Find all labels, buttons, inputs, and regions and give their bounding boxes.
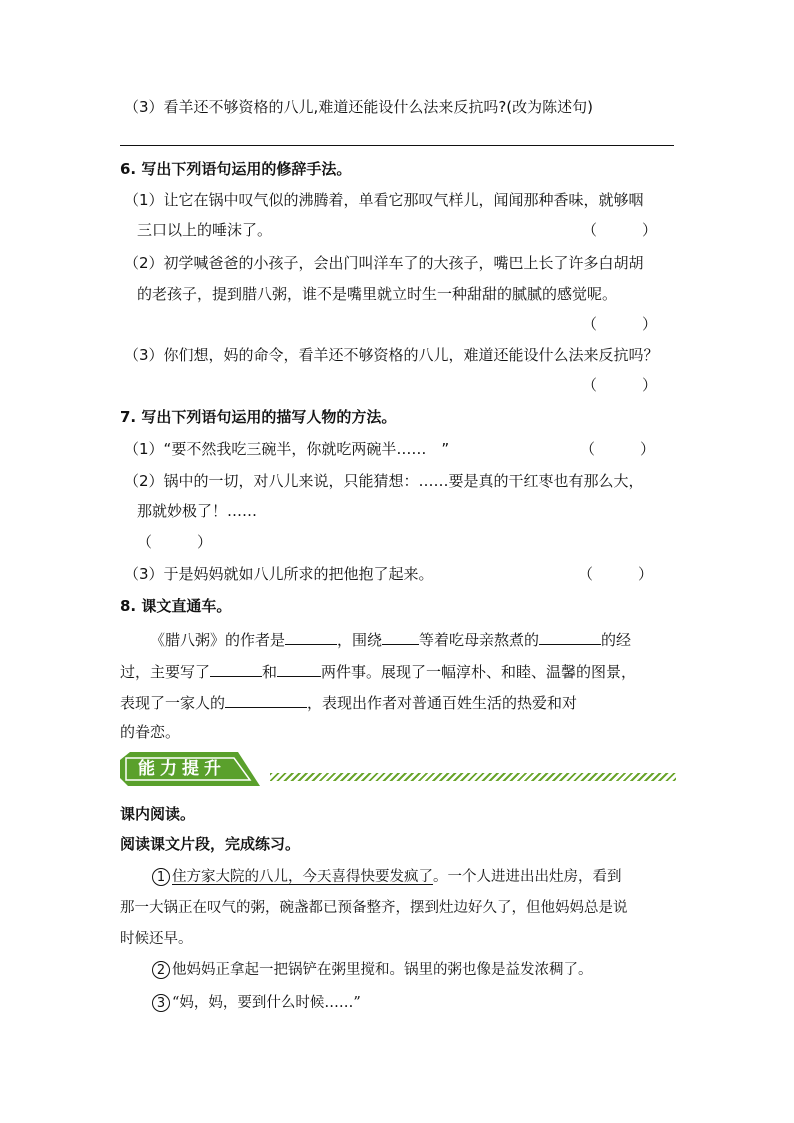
- reading-paragraph-1-line-2: 那一大锅正在叹气的粥，碗盏都已预备整齐，摆到灶边好久了，但他妈妈总是说: [120, 900, 628, 916]
- q8-line-1: [150, 627, 631, 651]
- q8-text: ，围绕: [337, 631, 383, 649]
- blank-dish[interactable]: [539, 627, 601, 645]
- q6-item-3: （3）你们想，妈的命令，看羊还不够资格的八儿，难道还能设什么法来反抗吗？: [124, 346, 659, 364]
- subsection-title-1: 课内阅读。: [120, 805, 196, 823]
- blank-event-1[interactable]: [210, 659, 262, 677]
- q8-line-4: 的眷恋。: [120, 723, 181, 741]
- q7-item-1-answer[interactable]: （ ）: [580, 440, 656, 458]
- q8-text: 表现了一家人的: [120, 694, 226, 712]
- circled-number-2: 2: [152, 961, 170, 979]
- q7-item-3: （3）于是妈妈就如八儿所求的把他抱了起来。: [124, 565, 434, 583]
- q7-item-3-answer[interactable]: （ ）: [578, 565, 654, 583]
- q6-item-2-line-2: 的老孩子，提到腊八粥，谁不是嘴里就立时生一种甜甜的腻腻的感觉呢。: [137, 285, 618, 303]
- q6-title: 6. 写出下列语句运用的修辞手法。: [120, 160, 352, 178]
- reading-paragraph-1-line-1: [152, 866, 622, 888]
- subsection-title-2: 阅读课文片段，完成练习。: [120, 835, 301, 853]
- q8-title: 8. 课文直通车。: [120, 597, 232, 615]
- q8-text: 和: [262, 663, 278, 681]
- q8-text: 《腊八粥》的作者是: [150, 631, 286, 649]
- reading-paragraph-3: [152, 992, 361, 1014]
- underlined-sentence: 住方家大院的八儿，今天喜得快要发疯了: [172, 869, 433, 885]
- q7-item-2-line-1: （2）锅中的一切，对八儿来说，只能猜想：……要是真的干红枣也有那么大，: [124, 472, 644, 490]
- section-banner: [120, 752, 676, 786]
- q7-title: 7. 写出下列语句运用的描写人物的方法。: [120, 408, 397, 426]
- q6-item-3-answer[interactable]: （ ）: [582, 376, 658, 394]
- reading-text: 。一个人进进出出灶房，看到: [433, 869, 622, 885]
- blank-event-2[interactable]: [277, 659, 321, 677]
- q7-item-1: （1）“要不然我吃三碗半，你就吃两碗半…… ”: [124, 440, 450, 458]
- answer-line: [120, 145, 674, 146]
- q7-item-2-answer[interactable]: （ ）: [137, 533, 213, 551]
- q5-item-3: （3）看羊还不够资格的八儿,难道还能设什么法来反抗吗?(改为陈述句): [124, 98, 593, 116]
- reading-text: “妈，妈，要到什么时候……”: [172, 995, 361, 1011]
- q6-item-1-answer[interactable]: （ ）: [582, 221, 658, 239]
- q8-text: 两件事。展现了一幅淳朴、和睦、温馨的图景，: [321, 663, 637, 681]
- reading-paragraph-2: [152, 959, 593, 981]
- q8-text: 的经: [601, 631, 632, 649]
- q6-item-2-line-1: （2）初学喊爸爸的小孩子，会出门叫洋车了的大孩子，嘴巴上长了许多白胡胡: [124, 254, 644, 272]
- q8-text: ，表现出作者对普通百姓生活的热爱和对: [307, 694, 578, 712]
- blank-character[interactable]: [382, 627, 419, 645]
- q6-item-1-line-2: 三口以上的唾沫了。: [137, 221, 273, 239]
- blank-author[interactable]: [285, 627, 337, 645]
- q7-item-2-line-2: 那就妙极了！……: [137, 502, 258, 520]
- reading-text: 他妈妈正拿起一把锅铲在粥里搅和。锅里的粥也像是益发浓稠了。: [172, 962, 593, 978]
- q8-text: 等着吃母亲熬煮的: [419, 631, 540, 649]
- banner-hatch-decoration: [270, 773, 676, 781]
- reading-paragraph-1-line-3: 时候还早。: [120, 931, 193, 947]
- q8-line-3: [120, 690, 577, 714]
- q6-item-2-answer[interactable]: （ ）: [582, 315, 658, 333]
- blank-feeling[interactable]: [225, 690, 307, 708]
- banner-title: 能力提升: [138, 759, 226, 779]
- circled-number-3: 3: [152, 994, 170, 1012]
- q8-text: 过，主要写了: [120, 663, 211, 681]
- q6-item-1-line-1: （1）让它在锅中叹气似的沸腾着，单看它那叹气样儿，闻闻那种香味，就够咽: [124, 191, 644, 209]
- q8-line-2: [120, 659, 636, 683]
- circled-number-1: 1: [152, 868, 170, 886]
